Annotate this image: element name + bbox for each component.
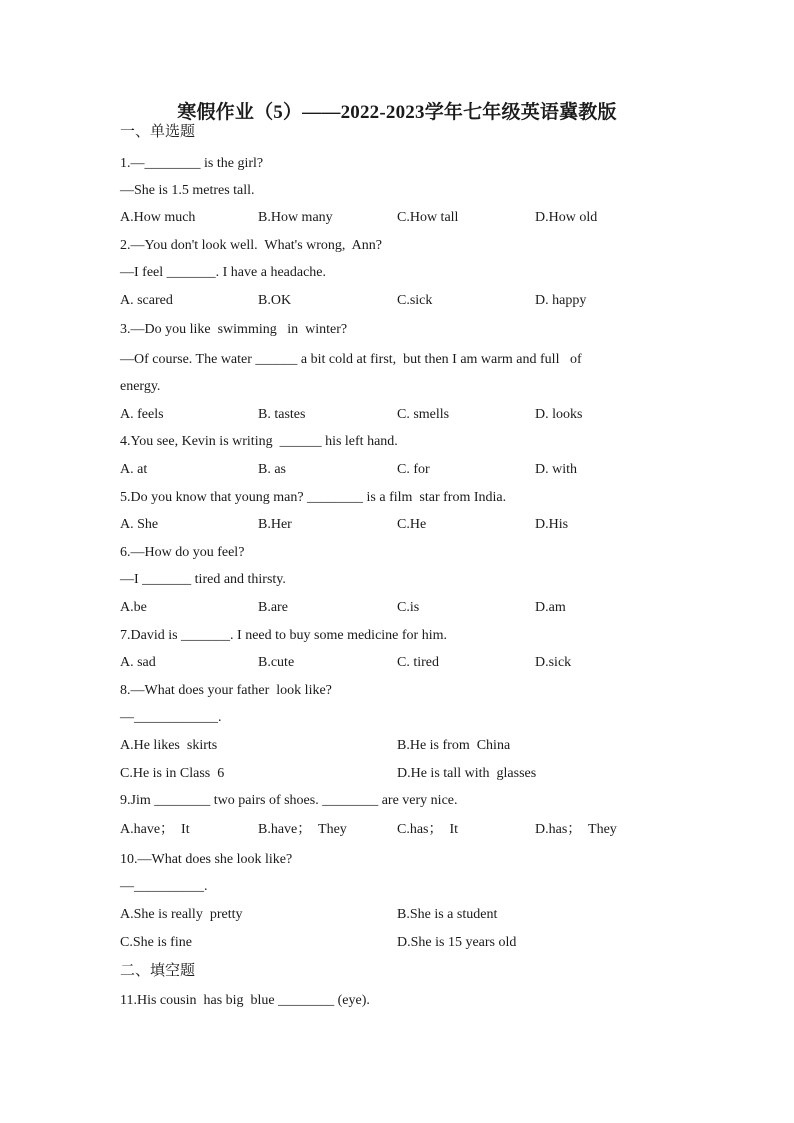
question-3-option-c: C. smells: [397, 407, 450, 422]
question-10-option-b: B.She is a student: [397, 907, 498, 922]
section-heading-fill-blank: 二、填空题: [120, 963, 196, 979]
question-6-answer-line: —I _______ tired and thirsty.: [120, 572, 286, 587]
question-3-option-a: A. feels: [120, 407, 164, 422]
question-10-answer-line: —__________.: [120, 879, 208, 894]
question-1-answer-line: —She is 1.5 metres tall.: [120, 183, 255, 198]
question-2-option-d: D. happy: [535, 293, 587, 308]
question-4-stem: 4.You see, Kevin is writing ______ his left hand.: [120, 434, 398, 449]
question-6-stem: 6.—How do you feel?: [120, 545, 245, 560]
question-2-option-b: B.OK: [258, 293, 292, 308]
question-4-option-a: A. at: [120, 462, 148, 477]
question-10-option-a: A.She is really pretty: [120, 907, 243, 922]
question-4-option-b: B. as: [258, 462, 286, 477]
question-7-stem: 7.David is _______. I need to buy some medicine for him.: [120, 628, 447, 643]
question-2-option-c: C.sick: [397, 293, 433, 308]
question-4-option-c: C. for: [397, 462, 430, 477]
question-5-option-b: B.Her: [258, 517, 292, 532]
question-9-stem: 9.Jim ________ two pairs of shoes. ________ are very nice.: [120, 793, 458, 808]
question-9-option-b: B.have； They: [258, 822, 347, 837]
question-8-option-b: B.He is from China: [397, 738, 511, 753]
question-8-option-d: D.He is tall with glasses: [397, 766, 537, 781]
question-3-answer-continued: energy.: [120, 379, 161, 394]
question-8-answer-line: —____________.: [120, 710, 222, 725]
question-8-stem: 8.—What does your father look like?: [120, 683, 332, 698]
question-11-stem: 11.His cousin has big blue ________ (eye).: [120, 993, 370, 1008]
question-7-option-c: C. tired: [397, 655, 439, 670]
page-title: 寒假作业（5）——2022-2023学年七年级英语冀教版: [177, 102, 617, 123]
question-6-option-a: A.be: [120, 600, 147, 615]
question-2-stem: 2.—You don't look well. What's wrong, Ann?: [120, 238, 382, 253]
question-6-option-b: B.are: [258, 600, 288, 615]
question-3-option-b: B. tastes: [258, 407, 306, 422]
question-7-option-d: D.sick: [535, 655, 572, 670]
section-heading-single-choice: 一、单选题: [120, 124, 196, 140]
question-1-option-c: C.How tall: [397, 210, 459, 225]
question-1-option-d: D.How old: [535, 210, 598, 225]
question-1-option-a: A.How much: [120, 210, 196, 225]
question-7-option-b: B.cute: [258, 655, 295, 670]
question-5-option-d: D.His: [535, 517, 569, 532]
question-7-option-a: A. sad: [120, 655, 156, 670]
question-5-option-a: A. She: [120, 517, 159, 532]
question-4-option-d: D. with: [535, 462, 577, 477]
question-3-answer-line: —Of course. The water ______ a bit cold at first, but then I am warm and full of: [120, 352, 582, 367]
question-1-option-b: B.How many: [258, 210, 333, 225]
question-6-option-c: C.is: [397, 600, 420, 615]
question-5-option-c: C.He: [397, 517, 427, 532]
question-6-option-d: D.am: [535, 600, 566, 615]
question-3-stem: 3.—Do you like swimming in winter?: [120, 322, 348, 337]
question-8-option-c: C.He is in Class 6: [120, 766, 225, 781]
question-10-stem: 10.—What does she look like?: [120, 852, 293, 867]
question-3-option-d: D. looks: [535, 407, 583, 422]
question-2-option-a: A. scared: [120, 293, 173, 308]
question-5-stem: 5.Do you know that young man? ________ is a film star from India.: [120, 490, 507, 505]
question-10-option-c: C.She is fine: [120, 935, 192, 950]
question-1-stem: 1.—________ is the girl?: [120, 156, 264, 171]
question-9-option-a: A.have； It: [120, 822, 190, 837]
question-8-option-a: A.He likes skirts: [120, 738, 218, 753]
question-9-option-d: D.has； They: [535, 822, 617, 837]
question-10-option-d: D.She is 15 years old: [397, 935, 517, 950]
question-9-option-c: C.has； It: [397, 822, 459, 837]
question-2-answer-line: —I feel _______. I have a headache.: [120, 265, 327, 280]
